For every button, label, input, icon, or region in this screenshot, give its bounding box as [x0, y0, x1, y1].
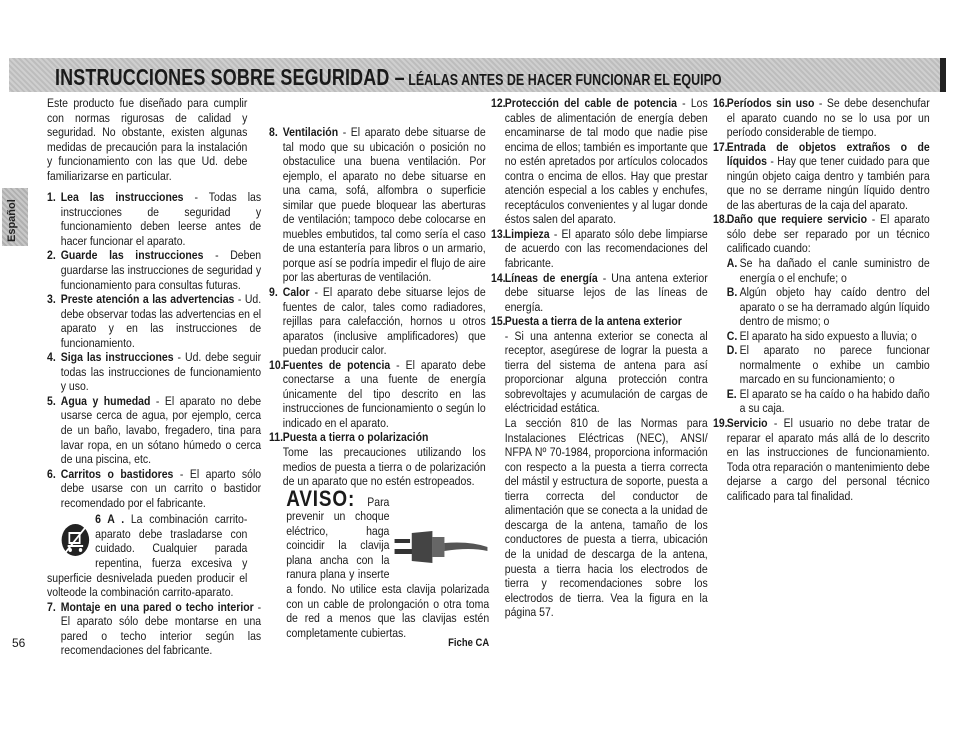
- item-heading: Períodos sin uso: [726, 96, 815, 110]
- list-item: [47, 394, 261, 467]
- plug-icon: [393, 525, 489, 569]
- column-1: [47, 96, 262, 658]
- list-item: [713, 212, 930, 416]
- item-body-2: La sección 810 de las Normas para Instalaciones Eléctricas (NEC), ANSI/ NFPA Nº 70-1984, proporciona información con respecto a la puesta a tierra correcta del mástil y estructura de soporte, puesta a tierra correcta del conductor de alimentación que se conecta a la unidad de descarga de la antena, tamaño de los conductores de puesta a tierra, ubicación de la unidad de descarga de la antena, puesta a tierra hacia los electrodos de tierra y recomendaciones sobre los electrodos de tierra. Vea la figura en la página 57.: [504, 416, 708, 620]
- item-number: 8.: [269, 125, 278, 139]
- item-body: - El aparato debe situarse de tal modo que su ubicación o posición no obstaculice una buena ventilación. Por ejemplo, el aparato no debe situarse en una cama, sofá, alfombra o superficie similar que puede bloquear las aberturas de ventilación; tampoco debe colocarse en muebles embutidos, tal como sería el caso de una estantería para libros o un armario, porque así se podría impedir el flujo de aire por las aberturas de ventilación.: [282, 125, 486, 285]
- item-heading: Siga las instrucciones: [60, 350, 174, 365]
- warning-label: AVISO:: [286, 485, 356, 511]
- sub-item: [727, 343, 930, 387]
- item-number: 6.: [47, 466, 56, 481]
- item-body: - Se debe desenchufar el aparato cuando no se lo usa por un período considerable de tiempo.: [726, 96, 930, 140]
- item-body: La combinación carrito-aparato debe trasladarse con cuidado. Cualquier parada repentina, fuerza excesiva y superficie desnivelada pueden producir el volteode la combinación carrito-aparato.: [47, 512, 248, 600]
- item-body: - Todas las instrucciones de seguridad y funcionamiento deben leerse antes de hacer funcionar el aparato.: [60, 190, 262, 248]
- list-item: [269, 285, 486, 358]
- list-item: [269, 430, 486, 488]
- item-number: 5.: [47, 393, 56, 408]
- column-3: [491, 96, 708, 620]
- list-item: [713, 140, 930, 213]
- item-number: 4.: [47, 350, 56, 365]
- item-number: 11.: [269, 430, 284, 445]
- item-heading: Limpieza: [504, 226, 550, 241]
- item-body: - Hay que tener cuidado para que ningún objeto caiga dentro y también para que no se derrame ningún líquido dentro de las aberturas de la caja del aparato.: [726, 154, 930, 212]
- item-heading: Ventilación: [282, 125, 339, 139]
- column-4: [713, 96, 930, 503]
- item-heading: Preste atención a las advertencias: [60, 292, 235, 307]
- item-body: - El aparato debe conectarse a una fuente de energía únicamente del tipo descrito en las instrucciones de funcionamiento o según lo indicado en el aparato.: [282, 357, 486, 430]
- plug-caption: Fiche CA: [448, 637, 490, 650]
- list-item: [47, 600, 261, 658]
- warning-body: Para prevenir un choque eléctrico, haga coincidir la clavija plana ancha con la ranura plana y inserte a fondo. No utilice esta clavija polarizada con un cable de prolongación o otra toma de red a menos que las clavijas estén completamente cubiertas.: [286, 494, 490, 640]
- sub-item: [727, 285, 930, 329]
- item-heading: Entrada de objetos extraños o de líquidos: [726, 139, 930, 169]
- item-number: 3.: [47, 292, 56, 307]
- sub-item-letter: C.: [726, 328, 738, 343]
- language-label: Español: [6, 199, 18, 242]
- item-heading: Protección del cable de potencia: [504, 96, 677, 110]
- item-heading: Guarde las instrucciones: [60, 248, 204, 263]
- item-number: 1.: [47, 190, 56, 205]
- item-number: 17.: [713, 139, 728, 154]
- item-heading: Fuentes de potencia: [282, 357, 391, 372]
- sub-item-body: Se ha dañado el canle suministro de energía o el enchufe; o: [739, 256, 930, 285]
- item-body: - El aparato no debe usarse cerca de agua, por ejemplo, cerca de un baño, lavabo, fregadero, tina para lavar ropa, en un sótano húmedo o cerca de una piscina, etc.: [60, 393, 262, 467]
- column-2: [269, 125, 490, 651]
- page-number: 56: [12, 636, 26, 650]
- title-subtitle: LÉALAS ANTES DE HACER FUNCIONAR EL EQUIPO: [408, 72, 722, 89]
- list-item: [713, 416, 930, 503]
- item-heading: Puesta a tierra o polarización: [282, 430, 429, 445]
- item-body: - Si una antenna exterior se conecta al receptor, asegúrese de lograr la puesta a tierra del sistema de antena para así proporcionar alguna protección contra sobrevoltajes y acumulación de cargas de eléctricidad estática.: [504, 328, 708, 416]
- list-item: [47, 467, 261, 511]
- list-item: [491, 271, 708, 315]
- list-item: [47, 190, 261, 248]
- item-number: 19.: [713, 416, 728, 431]
- item-body: - El aparato debe situarse lejos de fuentes de calor, tales como radiadores, rejillas para calefacción, hornos u otros aparatos (inclusive amplificadores) que puedan producir calor.: [282, 285, 486, 358]
- item-number: 12.: [491, 96, 506, 110]
- item-number: 15.: [491, 314, 506, 329]
- item-number: 14.: [491, 270, 506, 285]
- item-heading: Daño que requiere servicio: [726, 212, 867, 227]
- item-body: - El aparto sólo debe usarse con un carrito o bastidor recomendado por el fabricante.: [60, 466, 262, 510]
- list-item: [269, 358, 486, 431]
- title-main: INSTRUCCIONES SOBRE SEGURIDAD –: [55, 64, 405, 90]
- sub-item: [727, 329, 930, 344]
- item-body: - El aparato sólo debe montarse en una pared o techo interior según las recomendaciones del fabricante.: [60, 599, 262, 658]
- sub-item: [727, 387, 930, 416]
- item-heading: Montaje en una pared o techo interior: [60, 599, 254, 614]
- sub-item-letter: A.: [726, 256, 738, 271]
- item-body: - Una antena exterior debe situarse lejos de las líneas de energía.: [504, 270, 708, 314]
- item-body: - Ud. debe seguir todas las instrucciones de funcionamiento y uso.: [60, 350, 262, 394]
- list-item: [491, 227, 708, 271]
- sub-item-letter: D.: [726, 343, 738, 358]
- list-item-6a: [47, 510, 247, 599]
- item-body: - Ud. debe observar todas las advertencias en el aparato y en las instrucciones de funcionamiento.: [60, 292, 262, 350]
- item-body: - Los cables de alimentación de energía deben encaminarse de tal modo que nadie pise encima de ellos; también es importante que no estén apretados por artículos colocados contra o encima de ellos. Hay que prestar atención especial a los cables y enchufes, receptáculos convenientes y al lugar donde éstos salen del aparato.: [504, 96, 708, 227]
- item-number: 9.: [269, 285, 278, 300]
- title-banner: [9, 58, 946, 92]
- list-item: [47, 248, 261, 292]
- item-body: - El aparato sólo debe ser reparado por un técnico calificado cuando:: [726, 212, 930, 256]
- sub-item: [727, 256, 930, 285]
- intro-paragraph: Este producto fue diseñado para cumplir con normas rigurosas de calidad y seguridad. No obstante, existen algunas medidas de precaución para la instalación y funcionamiento con las que Ud. debe familiarizarse en particular.: [47, 96, 248, 183]
- list-item: [713, 96, 930, 140]
- item-number: 13.: [491, 226, 506, 241]
- item-body: - Deben guardarse las instrucciones de seguridad y funcionamiento para consultas futuras.: [60, 248, 262, 292]
- sub-item-body: El aparato se ha caído o ha habido daño a su caja.: [739, 386, 930, 416]
- item-body: - El aparato sólo debe limpiarse de acuerdo con las recomendaciones del fabricante.: [504, 226, 708, 271]
- list-item: [47, 350, 261, 394]
- list-item: [269, 125, 486, 285]
- banner-edge: [940, 58, 946, 92]
- item-number: 6 A .: [95, 512, 125, 527]
- item-heading: Agua y humedad: [60, 393, 151, 408]
- page-title: [55, 64, 722, 91]
- item-body: Tome las precauciones utilizando los medios de puesta a tierra o de polarización de un aparato que no estén estropeados.: [282, 445, 486, 489]
- item-heading: Líneas de energía: [504, 270, 598, 285]
- item-number: 18.: [713, 212, 728, 227]
- sub-item-letter: E.: [726, 386, 737, 401]
- item-heading: Servicio: [726, 416, 768, 431]
- sub-item-body: El aparato ha sido expuesto a lluvia; o: [739, 328, 917, 343]
- item-number: 10.: [269, 357, 284, 372]
- item-number: 16.: [713, 96, 728, 110]
- list-item: [47, 292, 261, 350]
- cart-warning-icon: [61, 522, 90, 558]
- list-item: [491, 314, 708, 619]
- item-body: - El usuario no debe tratar de reparar el aparato más allá de lo descrito en las instrucciones de funcionamiento. Toda otra reparación o mantenimiento debe dejarse a cargo del personal técnico calificado para tal finalidad.: [726, 416, 930, 503]
- sub-item-body: Algún objeto hay caído dentro del aparato o se ha derramado algún líquido dentro de mismo; o: [739, 285, 930, 329]
- sub-item-letter: B.: [726, 285, 738, 300]
- item-heading: Puesta a tierra de la antena exterior: [504, 314, 682, 329]
- list-item: [491, 96, 708, 227]
- item-heading: Calor: [282, 285, 310, 300]
- item-number: 2.: [47, 248, 56, 263]
- item-number: 7.: [47, 599, 56, 614]
- aviso-block: [269, 485, 490, 651]
- item-heading: Lea las instrucciones: [60, 190, 184, 205]
- sub-item-body: El aparato no parece funcionar normalmente o exhibe un cambio marcado en su funcionamiento; o: [739, 343, 930, 387]
- item-heading: Carritos o bastidores: [60, 466, 174, 481]
